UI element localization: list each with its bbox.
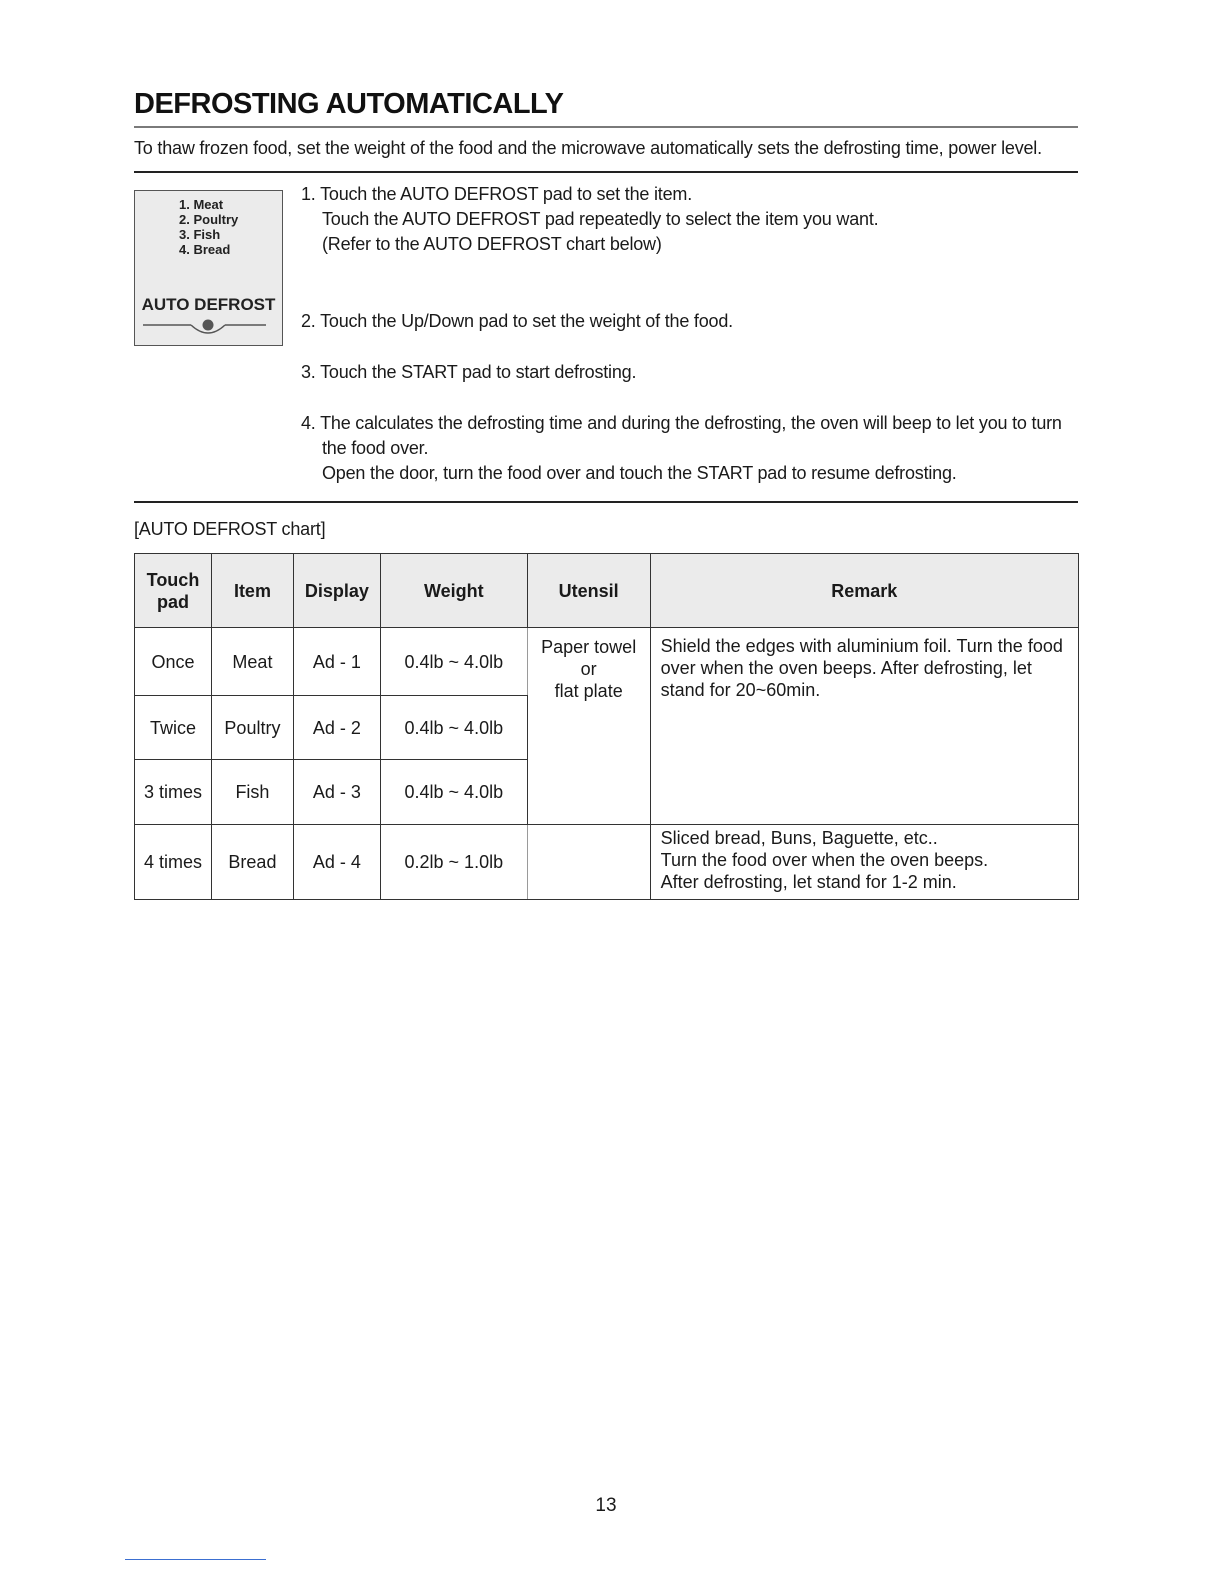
cell-utensil [527,825,650,900]
cell-item: Bread [211,825,293,900]
cell-touch: Once [135,628,212,696]
cell-weight: 0.4lb ~ 4.0lb [380,696,527,760]
panel-item: 4. Bread [179,242,231,257]
step-4 [301,411,1062,486]
cell-display: Ad - 3 [293,760,380,825]
page-number: 13 [595,1495,617,1516]
table-row [135,825,1079,900]
cell-touch: 3 times [135,760,212,825]
cell-weight: 0.4lb ~ 4.0lb [380,760,527,825]
header-display: Display [293,554,380,628]
section-divider-top [134,171,1078,173]
cell-remark: Shield the edges with aluminium foil. Turn the food over when the oven beeps. After defrosting, let stand for 20~60min. [650,628,1078,825]
step-2 [301,309,733,334]
step-text: 1. Touch the AUTO DEFROST pad to set the item. [301,184,692,204]
step-text: Touch the AUTO DEFROST pad repeatedly to select the item you want. [322,209,879,229]
step-text: the food over. [322,438,429,458]
auto-defrost-panel [134,190,283,346]
auto-defrost-button-label: AUTO DEFROST [141,295,276,314]
chart-caption: [AUTO DEFROST chart] [134,519,326,539]
button-indicator-icon [135,315,282,339]
step-3 [301,360,636,385]
step-1 [301,182,878,257]
cell-display: Ad - 2 [293,696,380,760]
cell-item: Meat [211,628,293,696]
step-text: 2. Touch the Up/Down pad to set the weight of the food. [301,311,733,331]
panel-item: 3. Fish [179,227,221,242]
page-title: DEFROSTING AUTOMATICALLY [134,88,564,120]
intro-text: To thaw frozen food, set the weight of the food and the microwave automatically sets the defrosting time, power level. [134,138,1042,158]
auto-defrost-chart [134,553,1079,900]
header-touch-pad: Touch pad [135,554,212,628]
panel-item: 1. Meat [179,197,224,212]
table-header-row [135,554,1079,628]
cell-item: Fish [211,760,293,825]
cell-touch: Twice [135,696,212,760]
step-text: 3. Touch the START pad to start defrosting. [301,362,637,382]
panel-item-list [179,197,238,257]
cell-display: Ad - 1 [293,628,380,696]
step-text: (Refer to the AUTO DEFROST chart below) [322,234,662,254]
header-utensil: Utensil [527,554,650,628]
cell-weight: 0.4lb ~ 4.0lb [380,628,527,696]
title-divider [134,126,1078,128]
header-item: Item [211,554,293,628]
cell-display: Ad - 4 [293,825,380,900]
cell-remark: Sliced bread, Buns, Baguette, etc.. Turn the food over when the oven beeps. After defrosting, let stand for 1-2 min. [650,825,1078,900]
cell-weight: 0.2lb ~ 1.0lb [380,825,527,900]
cell-utensil: Paper towel or flat plate [527,628,650,825]
panel-item: 2. Poultry [179,212,239,227]
footer-line [125,1559,266,1560]
cell-item: Poultry [211,696,293,760]
header-remark: Remark [650,554,1078,628]
step-text: 4. The calculates the defrosting time and during the defrosting, the oven will beep to let you to turn [301,413,1062,433]
cell-touch: 4 times [135,825,212,900]
table-row [135,628,1079,696]
step-text: Open the door, turn the food over and touch the START pad to resume defrosting. [322,463,957,483]
header-weight: Weight [380,554,527,628]
section-divider-bottom [134,501,1078,503]
